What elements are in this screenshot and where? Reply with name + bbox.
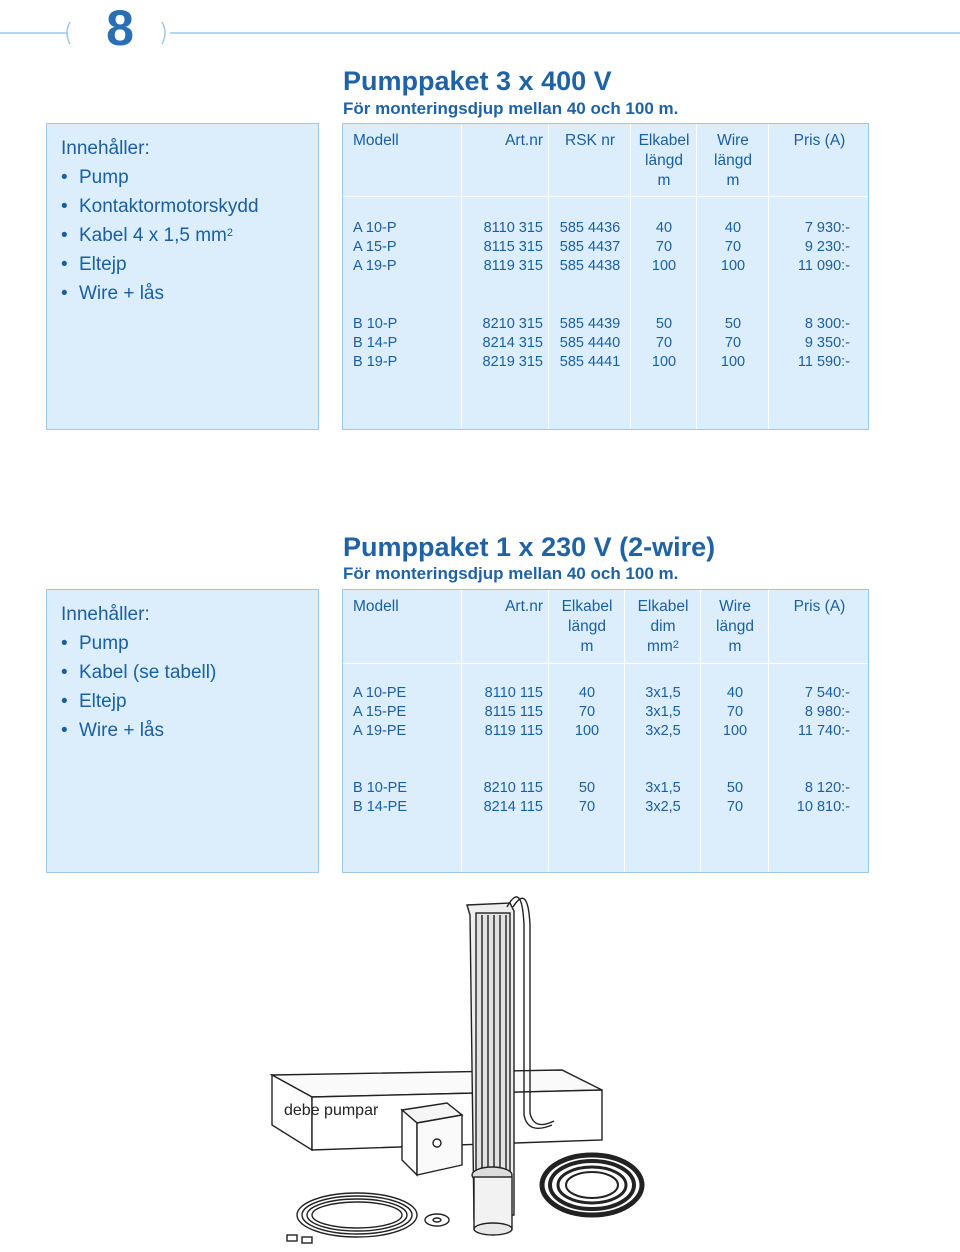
contents-title: Innehåller: [61,138,150,159]
contents-item: • Pump [61,163,318,192]
cell-elkabel: 50 70 100 [651,316,677,370]
cell-rsk: 585 4436 585 4437 585 4438 [559,220,621,274]
cell-pris: 7 930:- 9 230:- 11 090:- [797,220,850,274]
cell-wire: 50 70 [726,780,744,815]
col-header-elkabel: Elkabel längd m [638,132,690,189]
col-header-elkabel-dim: Elkabel dim $mm^2$ [637,598,689,655]
cell-pris: 7 540:- 8 980:- 11 740:- [797,685,850,739]
col-header-wire: Wire längd m [716,598,754,655]
cell-artnr: 8110 115 8115 115 8119 115 [484,685,543,739]
cell-elkabel: 40 70 100 [574,685,600,739]
col-header-pris: Pris (A) [793,598,846,615]
cell-artnr: 8110 315 8115 315 8119 315 [483,220,543,274]
cell-elkabel-dim: 3x1,5 3x1,5 3x2,5 [645,685,681,739]
cell-artnr: 8210 315 8214 315 8219 315 [482,316,543,370]
col-header-artnr: Art.nr [505,598,543,615]
cell-elkabel: 40 70 100 [651,220,677,274]
pump-package-illustration [262,885,692,1252]
contents-item: • Eltejp [61,687,318,716]
section2-contents-box [46,589,319,873]
cell-modell: A 10-P A 15-P A 19-P [353,220,397,274]
contents-item: • Kontaktormotorskydd [61,192,318,221]
col-header-pris: Pris (A) [793,132,846,149]
cell-elkabel-dim: 3x1,5 3x2,5 [645,780,681,815]
col-header-modell: Modell [353,132,399,149]
section1-contents-box [46,123,319,430]
cell-rsk: 585 4439 585 4440 585 4441 [559,316,621,370]
cell-artnr: 8210 115 8214 115 [483,780,543,815]
cell-modell: A 10-PE A 15-PE A 19-PE [353,685,407,739]
contents-item: • Kabel (se tabell) [61,658,318,687]
contents-item: • Eltejp [61,250,318,279]
cell-wire: 40 70 100 [722,685,748,739]
contents-list [61,163,318,308]
cell-pris: 8 120:- 10 810:- [796,780,850,815]
contents-list [61,629,318,745]
section2-title: Pumppaket 1 x 230 V (2-wire) [343,532,716,562]
contents-item: • Wire + lås [61,716,318,745]
section1-table [342,123,869,430]
contents-item: • Wire + lås [61,279,318,308]
pump-package-drawing [262,885,692,1252]
contents-title: Innehåller: [61,604,150,625]
cell-pris: 8 300:- 9 350:- 11 590:- [797,316,850,370]
section2-table [342,589,869,873]
section1-subtitle: För monteringsdjup mellan 40 och 100 m. [343,99,679,118]
cell-elkabel: 50 70 [578,780,596,815]
contents-item: • Pump [61,629,318,658]
col-header-modell: Modell [353,598,399,615]
col-header-wire: Wire längd m [714,132,752,189]
section2-subtitle: För monteringsdjup mellan 40 och 100 m. [343,564,679,583]
contents-item: • Kabel 4 x 1,5 $mm^2$ [61,221,318,250]
cell-modell: B 10-P B 14-P B 19-P [353,316,398,370]
cell-wire: 50 70 100 [720,316,746,370]
page-header-bar [0,0,960,60]
cell-modell: B 10-PE B 14-PE [353,780,407,815]
col-header-artnr: Art.nr [505,132,543,149]
box-label: debe pumpar [284,1102,379,1119]
page-number: 8 [106,0,134,56]
col-header-elkabel: Elkabel längd m [561,598,613,655]
col-header-rsk: RSK nr [565,132,615,149]
section1-title: Pumppaket 3 x 400 V [343,66,612,96]
cell-wire: 40 70 100 [720,220,746,274]
